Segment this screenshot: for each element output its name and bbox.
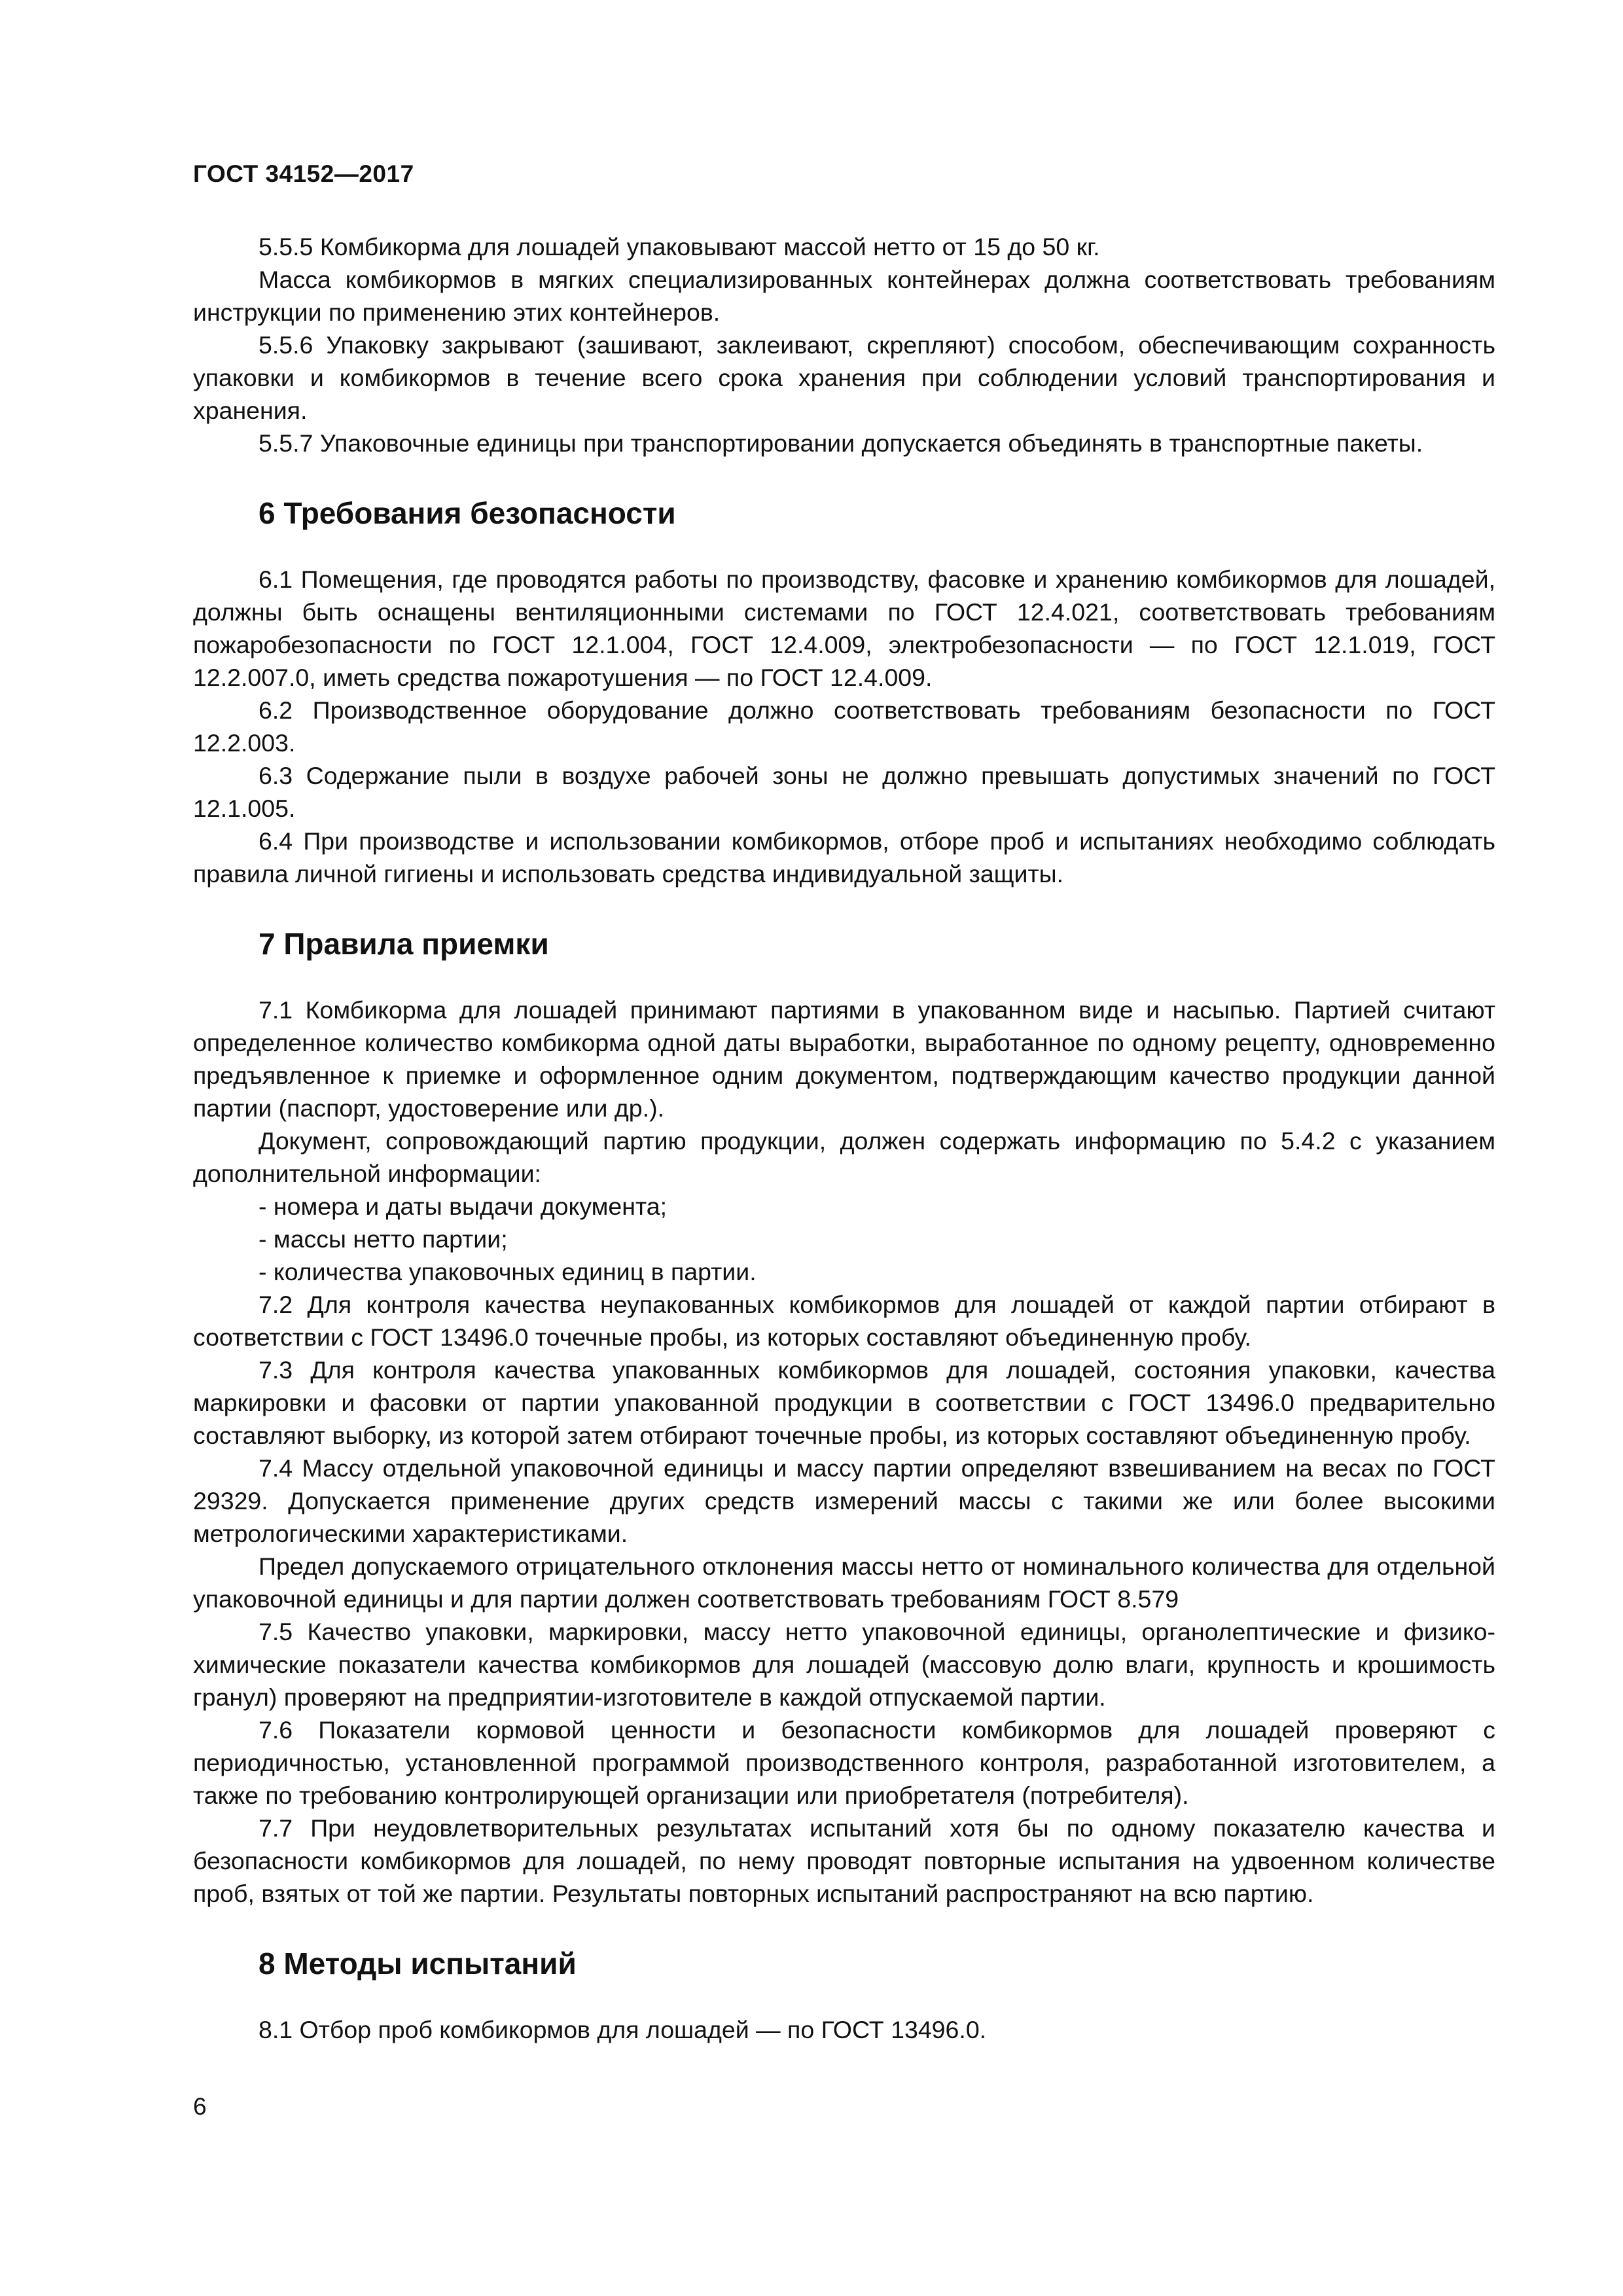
document-body: [193, 230, 1495, 2046]
section-8-heading: 8 Методы испытаний: [259, 1946, 577, 1981]
paragraph-5-5-5: 5.5.5 Комбикорма для лошадей упаковывают массой нетто от 15 до 50 кг.: [259, 233, 1100, 260]
list-item: - количества упаковочных единиц в партии.: [259, 1258, 757, 1285]
paragraph-7-1: 7.1 Комбикорма для лошадей принимают партиями в упакованном виде и насыпью. Партией считают определенное количество комбикорма одной даты выработки, выработанное по одному рецепту, одновременно предъявленное к приемке и оформленное одним документом, подтверждающим качество продукции данной партии (паспорт, удостоверение или др.).: [193, 996, 1495, 1122]
paragraph-6-4: 6.4 При производстве и использовании комбикормов, отборе проб и испытаниях необходимо соблюдать правила личной гигиены и использовать средства индивидуальной защиты.: [193, 827, 1495, 888]
page-number: 6: [193, 2093, 207, 2120]
paragraph-7-3: 7.3 Для контроля качества упакованных комбикормов для лошадей, состояния упаковки, качества маркировки и фасовки от партии упакованной продукции в соответствии с ГОСТ 13496.0 предварительно составляют выборку, из которой затем отбирают точечные пробы, из которых составляют объединенную пробу.: [193, 1356, 1495, 1449]
paragraph-6-3: 6.3 Содержание пыли в воздухе рабочей зоны не должно превышать допустимых значений по ГОСТ 12.1.005.: [193, 762, 1495, 822]
list-item: - номера и даты выдачи документа;: [259, 1193, 668, 1220]
paragraph-7-7: 7.7 При неудовлетворительных результатах испытаний хотя бы по одному показателю качества и безопасности комбикормов для лошадей, по нему проводят повторные испытания на удвоенном количестве проб, взятых от той же партии. Результаты повторных испытаний распространяют на всю партию.: [193, 1814, 1495, 1907]
paragraph-7-6: 7.6 Показатели кормовой ценности и безопасности комбикормов для лошадей проверяют с периодичностью, установленной программой производственного контроля, разработанной изготовителем, а также по требованию контролирующей организации или приобретателя (потребителя).: [193, 1716, 1495, 1809]
paragraph-5-5-6: 5.5.6 Упаковку закрывают (зашивают, заклеивают, скрепляют) способом, обеспечивающим сохранность упаковки и комбикормов в течение всего срока хранения при соблюдении условий транспортирования и хранения.: [193, 331, 1495, 424]
paragraph-5-5-5-continued: Масса комбикормов в мягких специализированных контейнерах должна соответствовать требованиям инструкции по применению этих контейнеров.: [193, 266, 1495, 326]
paragraph-7-5: 7.5 Качество упаковки, маркировки, массу нетто упаковочной единицы, органолептические и физико-химические показатели качества комбикормов для лошадей (массовую долю влаги, крупность и крошимость гранул) проверяют на предприятии-изготовителе в каждой отпускаемой партии.: [193, 1618, 1495, 1711]
document-header: ГОСТ 34152—2017: [193, 160, 414, 187]
list-item: - массы нетто партии;: [259, 1225, 508, 1253]
paragraph-6-1: 6.1 Помещения, где проводятся работы по производству, фасовке и хранению комбикормов для лошадей, должны быть оснащены вентиляционными системами по ГОСТ 12.4.021, соответствовать требованиям пожаробезопасности по ГОСТ 12.1.004, ГОСТ 12.4.009, электробезопасности — по ГОСТ 12.1.019, ГОСТ 12.2.007.0, иметь средства пожаротушения — по ГОСТ 12.4.009.: [193, 565, 1495, 691]
paragraph-5-5-7: 5.5.7 Упаковочные единицы при транспортировании допускается объединять в транспортные пакеты.: [259, 429, 1423, 457]
paragraph-7-4-continued: Предел допускаемого отрицательного отклонения массы нетто от номинального количества для отдельной упаковочной единицы и для партии должен соответствовать требованиям ГОСТ 8.579: [193, 1552, 1495, 1613]
paragraph-7-2: 7.2 Для контроля качества неупакованных комбикормов для лошадей от каждой партии отбирают в соответствии с ГОСТ 13496.0 точечные пробы, из которых составляют объединенную пробу.: [193, 1291, 1495, 1351]
paragraph-6-2: 6.2 Производственное оборудование должно соответствовать требованиям безопасности по ГОСТ 12.2.003.: [193, 696, 1495, 757]
section-6-heading: 6 Требования безопасности: [259, 496, 676, 530]
paragraph-7-1-continued: Документ, сопровождающий партию продукции, должен содержать информацию по 5.4.2 с указанием дополнительной информации:: [193, 1127, 1495, 1187]
section-7-heading: 7 Правила приемки: [259, 927, 549, 961]
paragraph-7-4: 7.4 Массу отдельной упаковочной единицы и массу партии определяют взвешиванием на весах по ГОСТ 29329. Допускается применение других средств измерений массы с такими же или более высокими метрологическими характеристиками.: [193, 1454, 1495, 1547]
paragraph-8-1: 8.1 Отбор проб комбикормов для лошадей — по ГОСТ 13496.0.: [259, 2016, 987, 2043]
